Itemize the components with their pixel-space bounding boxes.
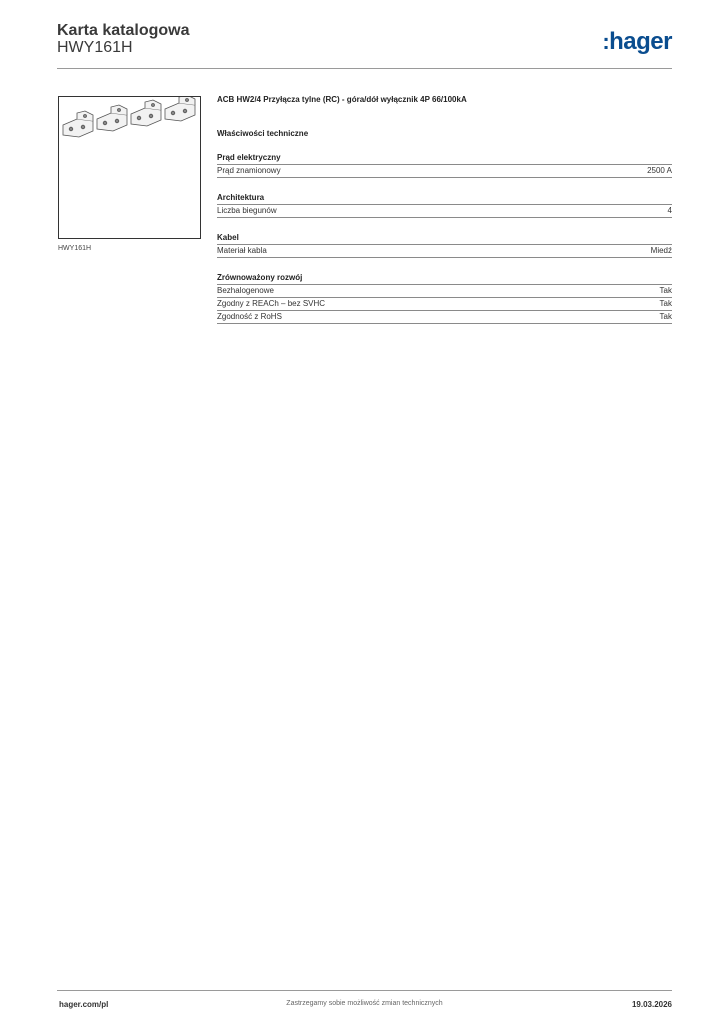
page-footer — [57, 990, 672, 1014]
spec-row — [217, 165, 672, 178]
spec-label: Zgodny z REACh – bez SVHC — [217, 299, 326, 308]
page-header — [57, 20, 672, 69]
spec-row — [217, 205, 672, 218]
disclaimer: Zastrzegamy sobie możliwość zmian technicznych — [286, 1000, 443, 1007]
spec-row — [217, 245, 672, 258]
spec-label: Bezhalogenowe — [217, 286, 274, 295]
product-name: ACB HW2/4 Przyłącza tylne (RC) - góra/dół wyłącznik 4P 66/100kA — [217, 95, 467, 104]
section-title: Właściwości techniczne — [217, 129, 309, 138]
spec-value: Tak — [659, 299, 672, 308]
group-sustainability — [217, 273, 672, 324]
spec-row — [217, 285, 672, 298]
hager-logo: :hager — [602, 28, 672, 55]
product-code: HWY161H — [57, 39, 133, 56]
technical-content — [217, 95, 672, 324]
group-cable — [217, 233, 672, 258]
spec-value: Tak — [659, 312, 672, 321]
group-title: Kabel — [217, 233, 672, 245]
spec-label: Liczba biegunów — [217, 206, 277, 215]
spec-value: Miedź — [650, 246, 672, 255]
group-architecture — [217, 193, 672, 218]
logo-text: hager — [609, 28, 672, 55]
connector-terminals-illustration — [59, 97, 200, 238]
group-title: Architektura — [217, 193, 672, 205]
spec-label: Zgodność z RoHS — [217, 312, 282, 321]
document-title: Karta katalogowa — [57, 22, 190, 39]
document-date: 19.03.2026 — [631, 1000, 672, 1009]
group-title: Zrównoważony rozwój — [217, 273, 672, 285]
spec-value: 4 — [667, 206, 672, 215]
spec-label: Prąd znamionowy — [217, 166, 281, 175]
website-link[interactable]: hager.com/pl — [59, 1000, 109, 1009]
group-electric-current — [217, 153, 672, 178]
image-caption: HWY161H — [58, 245, 92, 252]
product-image — [58, 96, 201, 239]
spec-value: 2500 A — [647, 166, 672, 175]
spec-value: Tak — [659, 286, 672, 295]
spec-label: Materiał kabla — [217, 246, 267, 255]
group-title: Prąd elektryczny — [217, 153, 672, 165]
spec-row — [217, 298, 672, 311]
spec-row — [217, 311, 672, 324]
